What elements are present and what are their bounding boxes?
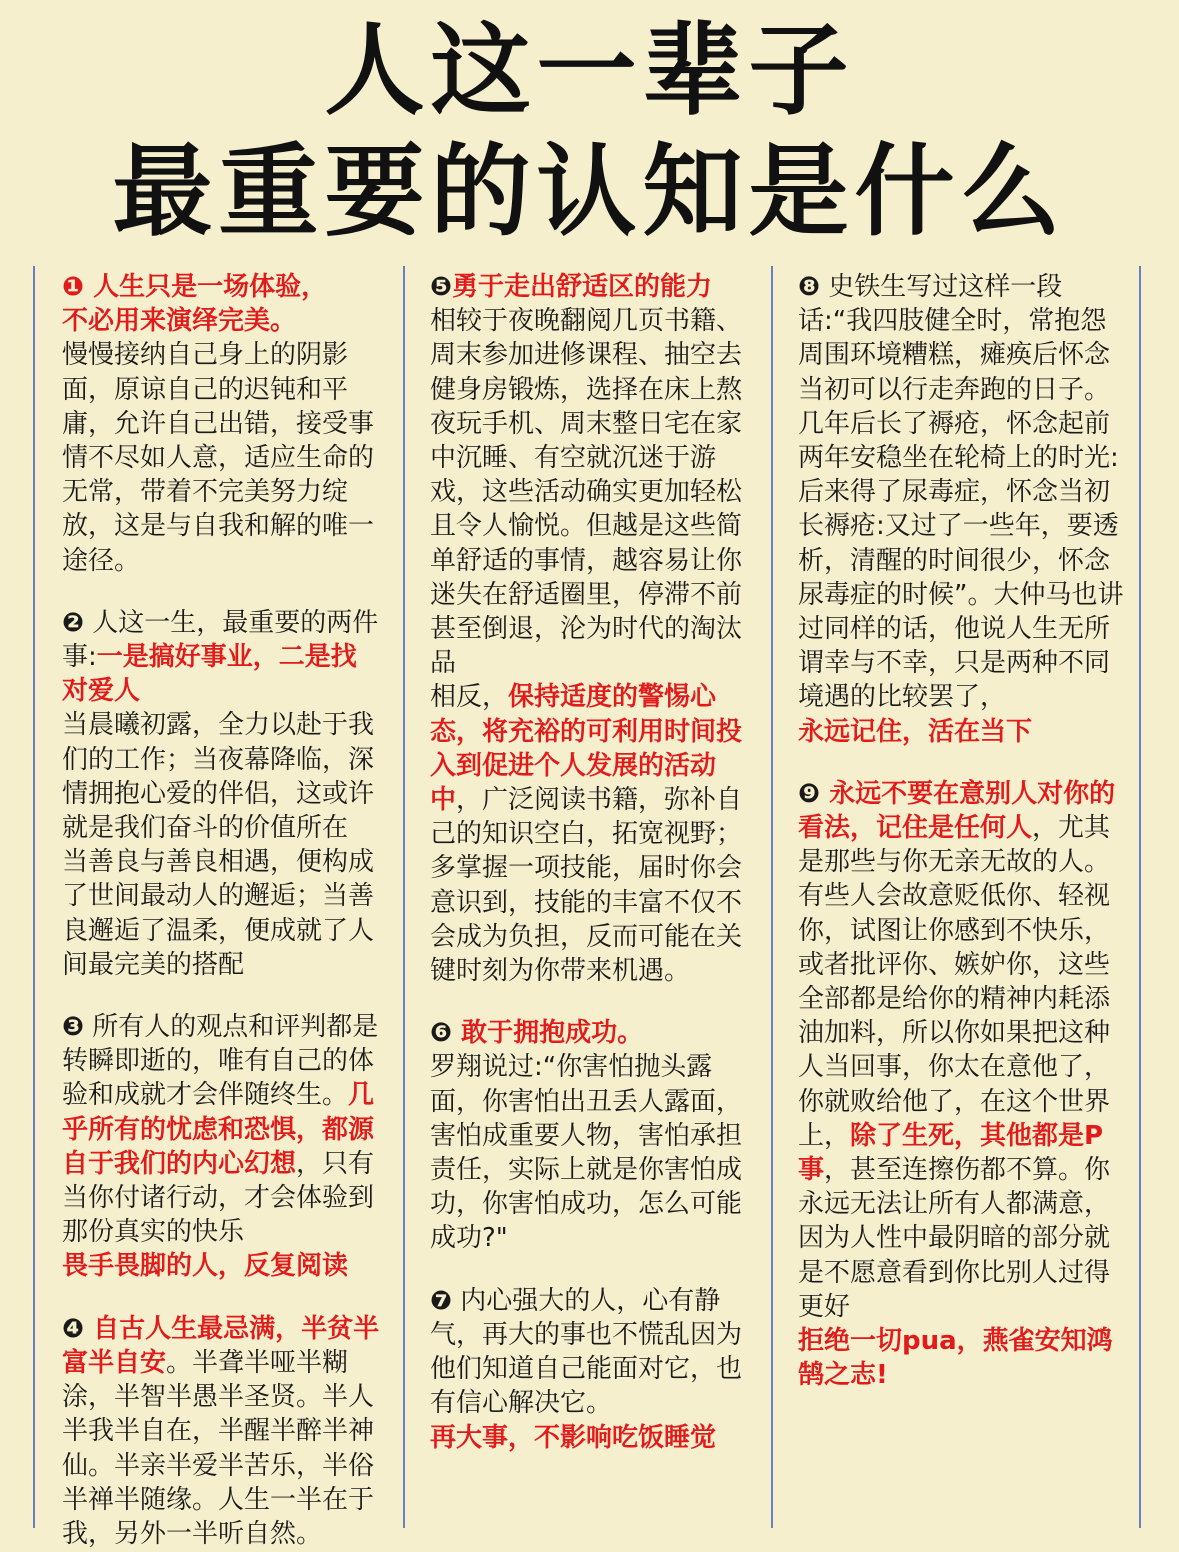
section-5: ❺勇于走出舒适区的能力 相较于夜晚翻阅几页书籍、周末参加进修课程、抽空去健身房锻炼，选择在床上熬夜玩手机、周末整日宅在家中沉睡、有空就沉迷于游戏，这些活动确实更加轻松且令人愉悦。但越是这些简单舒适的事情，越容易让你迷失在舒适圈里，停滞不前甚至倒退，沦为时代的淘汰品 相反，保持适度的警惕心态，将充裕的可利用时间投入到促进个人发展的活动中，广泛阅读书籍，弥补自己的知识空白，拓宽视野；多掌握一项技能，届时你会意识到，技能的丰富不仅不会成为负担，反而可能在关键时刻为你带来机遇。 <box>430 272 743 987</box>
section-9: ❾ 永远不要在意别人对你的看法，记住是任何人，尤其是那些与你无亲无故的人。有些人会故意贬低你、轻视你，试图让你感到不快乐，或者批评你、嫉妒你，这些全部都是给你的精神内耗添油加料，所以你如果把这种人当回事，你太在意他了，你就败给他了，在这个世界上，除了生死，其他都是P事，甚至连擦伤都不算。你永远无法让所有人都满意，因为人性中最阴暗的部分就是不愿意看到你比别人过得更好 拒绝一切pua，燕雀安知鸿鹄之志! <box>798 778 1116 1391</box>
number-badge-8: ❽ <box>798 272 821 302</box>
page-title-line-1: 人这一辈子 <box>324 12 855 129</box>
number-badge-3: ❸ <box>62 1012 85 1043</box>
column-3 <box>798 270 1126 1393</box>
column-divider <box>403 266 405 1528</box>
section-1-body: 慢慢接纳自己身上的阴影面，原谅自己的迟钝和平庸，允许自己出错，接受事情不尽如人意，适应生命的无常，带着不完美努力绽放，这是与自我和解的唯一途径。 <box>62 340 375 576</box>
section-7: ❼ 内心强大的人，心有静气，再大的事也不慌乱因为他们知道自己能面对它，也有信心解决它。 再大事，不影响吃饭睡觉 <box>430 1285 743 1453</box>
section-6: ❻ 敢于拥抱成功。 罗翔说过:“你害怕抛头露面，你害怕出丑丢人露面，害怕成重要人物，害怕承担责任，实际上就是你害怕成功，你害怕成功，怎么可能成功?" <box>430 1018 743 1254</box>
section-8: ❽ 史铁生写过这样一段话:“我四肢健全时，常抱怨周围环境糟糕，瘫痪后怀念当初可以行走奔跑的日子。 几年后长了褥疮，怀念起前两年安稳坐在轮椅上的时光:后来得了尿毒症，怀念当初长褥疮:又过了一些年，要透析，清醒的时间很少，怀念尿毒症的时候”。大仲马也讲过同样的话，他说人生无所谓幸与不幸，只是两种不同境遇的比较罢了， 永远记住，活在当下 <box>798 272 1124 747</box>
number-badge-9: ❾ <box>798 778 821 809</box>
section-1: ❶ 人生只是一场体验， 不必用来演绎完美。 慢慢接纳自己身上的阴影面，原谅自己的迟钝和平庸，允许自己出错，接受事情不尽如人意，适应生命的无常，带着不完美努力绽放，这是与自我和解的唯一途径。 <box>62 270 380 578</box>
number-badge-7: ❼ <box>430 1285 453 1316</box>
column-divider <box>33 266 35 1528</box>
number-badge-5: ❺ <box>430 272 453 302</box>
number-badge-1: ❶ <box>62 272 85 302</box>
section-2: ❷ 人这一生，最重要的两件事:一是搞好事业，二是找对爱人 当晨曦初露，全力以赴于我们的工作；当夜幕降临，深情拥抱心爱的伴侣，这或许就是我们奋斗的价值所在 当善良与善良相遇，便构成了世间最动人的邂逅；当善良邂逅了温柔，便成就了人间最完美的搭配 <box>62 607 379 980</box>
column-divider <box>1139 266 1141 1528</box>
page-title-line-2: 最重要的认知是什么 <box>112 133 1067 250</box>
section-3: ❸ 所有人的观点和评判都是转瞬即逝的，唯有自己的体验和成就才会伴随终生。几乎所有的忧虑和恐惧，都源自于我们的内心幻想，只有当你付诸行动，才会体验到那份真实的快乐 畏手畏脚的人，反复阅读 <box>62 1012 379 1282</box>
column-2 <box>430 270 756 1455</box>
number-badge-6: ❻ <box>430 1018 453 1049</box>
column-1 <box>62 270 380 1551</box>
number-badge-2: ❷ <box>62 607 85 638</box>
section-4: ❹ 自古人生最忌满，半贫半富半自安。半聋半哑半糊涂，半智半愚半圣贤。半人半我半自在，半醒半醉半神仙。半亲半爱半苦乐，半俗半禅半随缘。人生一半在于我，另外一半听自然。 <box>62 1313 380 1549</box>
column-divider <box>771 266 773 1528</box>
number-badge-4: ❹ <box>62 1313 85 1344</box>
